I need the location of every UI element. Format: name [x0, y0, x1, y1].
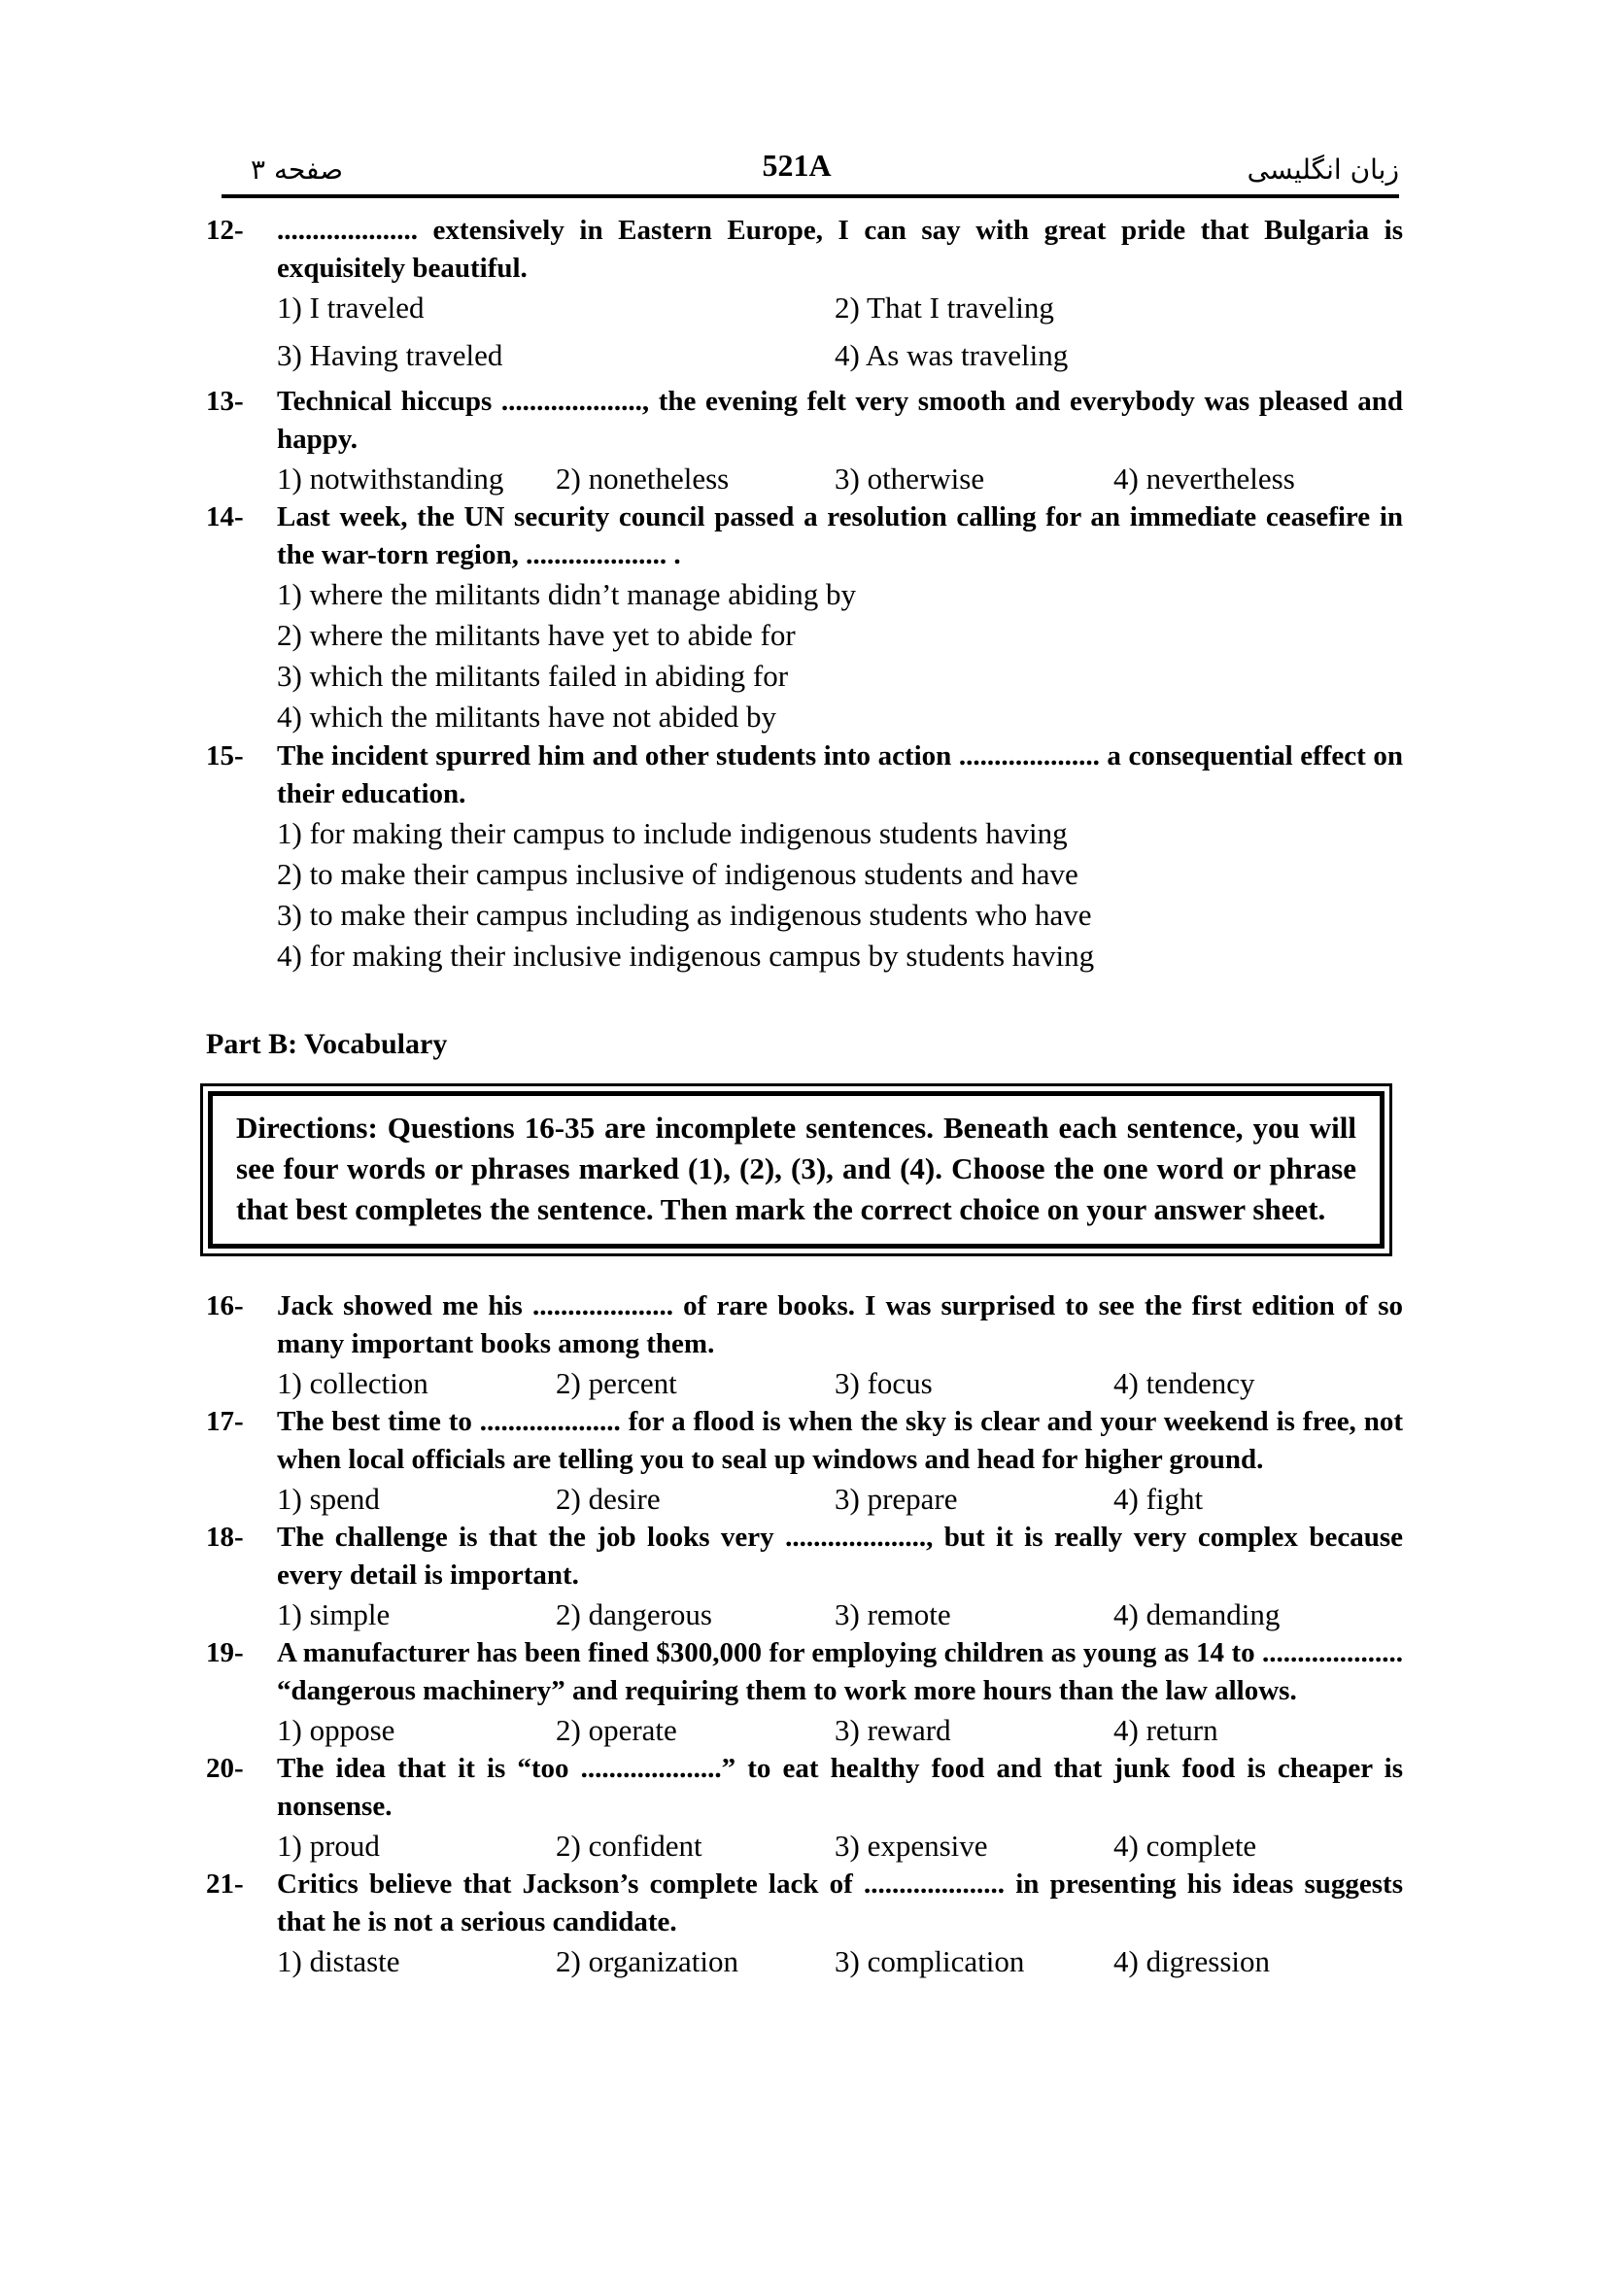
question-number: 19-: [206, 1637, 244, 1668]
answer-option: 2) desire: [556, 1482, 661, 1516]
answer-option: 4) which the militants have not abided by: [277, 700, 776, 734]
question: [206, 1403, 1403, 1519]
answer-option: 1) proud: [277, 1829, 380, 1863]
answer-option: 4) As was traveling: [835, 338, 1069, 372]
answer-option: 2) organization: [556, 1944, 738, 1978]
answer-option: 3) which the militants failed in abiding for: [277, 659, 789, 693]
answer-option: 2) confident: [556, 1829, 702, 1863]
answer-option: 4) demanding: [1113, 1597, 1281, 1631]
question-stem: Technical hiccups ...................., the evening felt very smooth and everybody was pleased and happy.: [277, 386, 1403, 455]
answer-option: 3) to make their campus including as indigenous students who have: [277, 898, 1092, 932]
answer-option: 3) otherwise: [835, 462, 985, 496]
answer-options: [277, 813, 1403, 977]
answer-option: 1) simple: [277, 1597, 391, 1631]
question-stem: .................... extensively in Eastern Europe, I can say with great pride that Bulgaria is exquisitely beautiful.: [277, 215, 1403, 284]
answer-options: [277, 1826, 1403, 1866]
answer-option: 3) complication: [835, 1944, 1025, 1978]
question-number: 20-: [206, 1753, 244, 1784]
answer-option: 3) focus: [835, 1366, 933, 1400]
answer-options: [277, 574, 1403, 737]
answer-option: 3) remote: [835, 1597, 951, 1631]
question: [206, 498, 1403, 737]
question-stem: A manufacturer has been fined $300,000 for employing children as young as 14 to .................... “dangerous machinery” and requiring them to work more hours than the law allows.: [277, 1637, 1403, 1706]
question: [206, 1866, 1403, 1981]
answer-option: 1) spend: [277, 1482, 380, 1516]
answer-option: 3) Having traveled: [277, 338, 503, 372]
question: [206, 1519, 1403, 1634]
question-stem: The incident spurred him and other students into action .................... a consequential effect on their education.: [277, 740, 1403, 809]
question-number: 12-: [206, 215, 244, 246]
answer-option: 1) distaste: [277, 1944, 400, 1978]
question-number: 16-: [206, 1290, 244, 1321]
directions-box: [200, 1083, 1392, 1256]
header-divider: [222, 194, 1399, 198]
answer-option: 4) for making their inclusive indigenous campus by students having: [277, 939, 1095, 973]
answer-options: [277, 1710, 1403, 1750]
answer-option: 4) digression: [1113, 1944, 1271, 1978]
question: [206, 212, 1403, 383]
subject-label: زبان انگلیسی: [1247, 154, 1399, 186]
answer-option: 2) nonetheless: [556, 462, 730, 496]
answer-option: 4) return: [1113, 1713, 1218, 1747]
answer-option: 4) fight: [1113, 1482, 1204, 1516]
question-number: 17-: [206, 1406, 244, 1437]
answer-option: 1) I traveled: [277, 291, 425, 325]
answer-options: [277, 459, 1403, 498]
question-stem: Last week, the UN security council passed a resolution calling for an immediate ceasefire in the war-torn region, .................... .: [277, 501, 1403, 570]
answer-option: 4) nevertheless: [1113, 462, 1295, 496]
answer-options: [277, 1594, 1403, 1634]
question: [206, 1287, 1403, 1403]
exam-code: 521A: [762, 148, 832, 183]
question-stem: The best time to .................... for a flood is when the sky is clear and your weekend is free, not when local officials are telling you to seal up windows and head for higher ground.: [277, 1406, 1403, 1475]
directions-text: Directions: Questions 16-35 are incomplete sentences. Beneath each sentence, you will see four words or phrases marked (1), (2), (3), and (4). Choose the one word or phrase that best completes the sentence. Then mark the correct choice on your answer sheet.: [208, 1091, 1385, 1249]
question: [206, 1750, 1403, 1866]
part-b-title: Part B: Vocabulary: [206, 1028, 448, 1060]
answer-option: 2) percent: [556, 1366, 677, 1400]
answer-option: 3) prepare: [835, 1482, 958, 1516]
question-stem: The challenge is that the job looks very ...................., but it is really very complex because every detail is important.: [277, 1522, 1403, 1591]
question: [206, 1634, 1403, 1750]
question: [206, 383, 1403, 498]
answer-option: 4) tendency: [1113, 1366, 1255, 1400]
answer-option: 1) notwithstanding: [277, 462, 504, 496]
question-number: 21-: [206, 1868, 244, 1900]
question-number: 13-: [206, 386, 244, 417]
grammar-questions: [206, 212, 1403, 977]
page-number-label: صفحه ۳: [251, 154, 343, 186]
question-stem: Jack showed me his .................... of rare books. I was surprised to see the first edition of so many important books among them.: [277, 1290, 1403, 1359]
vocabulary-questions: [206, 1287, 1403, 1981]
answer-option: 3) reward: [835, 1713, 951, 1747]
answer-option: 2) dangerous: [556, 1597, 712, 1631]
answer-option: 4) complete: [1113, 1829, 1257, 1863]
answer-option: 2) operate: [556, 1713, 677, 1747]
answer-option: 2) where the militants have yet to abide for: [277, 618, 796, 652]
answer-option: 1) collection: [277, 1366, 428, 1400]
question: [206, 737, 1403, 977]
page-header: [0, 136, 1607, 194]
question-number: 15-: [206, 740, 244, 771]
question-stem: Critics believe that Jackson’s complete lack of .................... in presenting his ideas suggests that he is not a serious candidate.: [277, 1868, 1403, 1937]
answer-options: [277, 1941, 1403, 1981]
answer-option: 2) to make their campus inclusive of indigenous students and have: [277, 857, 1078, 891]
answer-option: 2) That I traveling: [835, 291, 1054, 325]
question-number: 14-: [206, 501, 244, 532]
answer-option: 3) expensive: [835, 1829, 988, 1863]
answer-options: [277, 1363, 1403, 1403]
question-stem: The idea that it is “too ....................” to eat healthy food and that junk food is cheaper is nonsense.: [277, 1753, 1403, 1822]
question-number: 18-: [206, 1522, 244, 1553]
answer-options: [277, 1479, 1403, 1519]
answer-options: [277, 288, 1403, 383]
answer-option: 1) for making their campus to include indigenous students having: [277, 816, 1068, 850]
exam-content: [206, 212, 1403, 1981]
answer-option: 1) where the militants didn’t manage abiding by: [277, 577, 857, 611]
answer-option: 1) oppose: [277, 1713, 395, 1747]
